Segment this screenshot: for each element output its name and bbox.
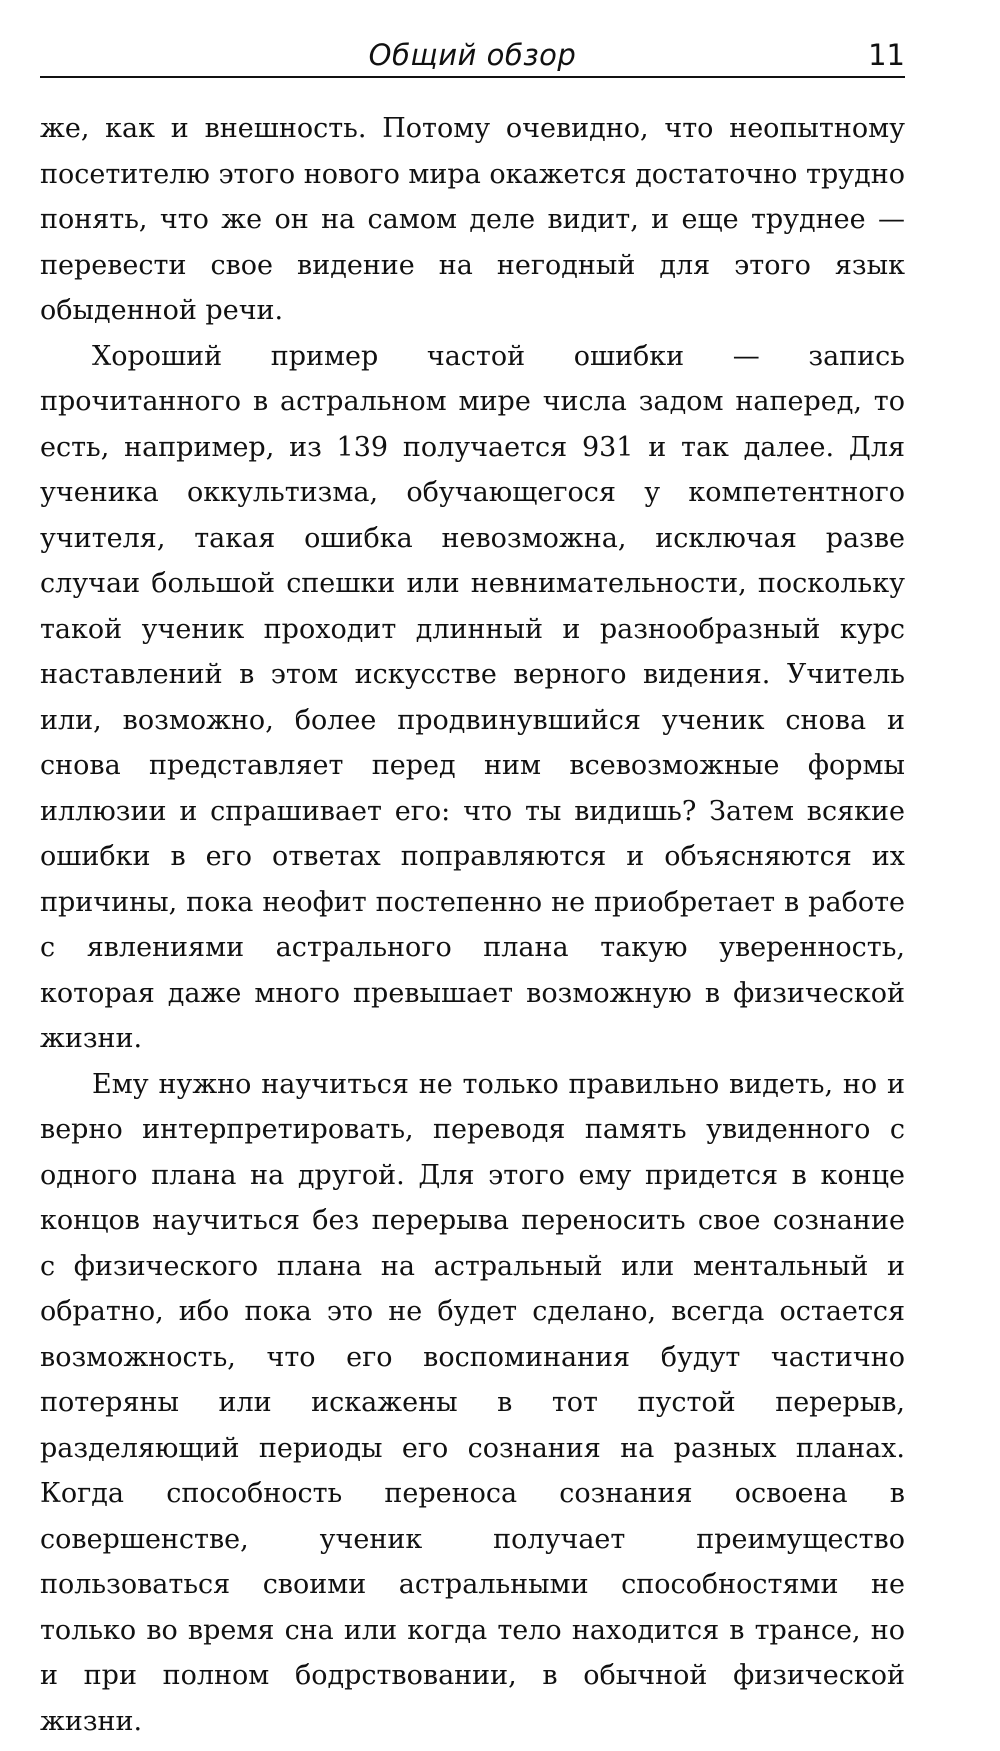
paragraph: Хороший пример частой ошибки — запись прочитанного в астральном мире числа задом наперед, то есть, например, из 139 получается 931 и так далее. Для ученика оккультизма, обучающегося у компетентного учителя, такая ошибка невозможна, исключая разве случаи большой спешки или невнимательности, поскольку такой ученик проходит длинный и разнообразный курс наставлений в этом искусстве верного видения. Учитель или, возможно, более продвинувшийся ученик снова и снова представляет перед ним всевозможные формы иллюзии и спрашивает его: что ты видишь? Затем всякие ошибки в его ответах поправляются и объясняются их причины, пока неофит постепенно не приобретает в работе с явлениями астрального плана такую уверенность, которая даже много превышает возможную в физической жизни. [40,340,905,1054]
paragraph-continued: же, как и внешность. Потому очевидно, что неопытному посетителю этого нового мира окажется достаточно трудно понять, что же он на самом деле видит, и еще труднее — перевести свое видение на негодный для этого язык обыденной речи. [40,113,906,326]
page-number: 11 [868,38,905,72]
paragraph: Ему нужно научиться не только правильно видеть, но и верно интерпретировать, переводя память увиденного с одного плана на другой. Для этого ему придется в конце концов научиться без перерыва переносить свое сознание с физического плана на астральный или ментальный и обратно, ибо пока это не будет сделано, всегда остается возможность, что его воспоминания будут частично потеряны или искажены в тот пустой перерыв, разделяющий периоды его сознания на разных планах. Когда способность переноса сознания освоена в совершенстве, ученик получает преимущество пользоваться своими астральными способностями не только во время сна или когда тело находится в трансе, но и при полном бодрствовании, в обычной физической жизни. [40,1068,905,1737]
chapter-title: Общий обзор [368,38,577,72]
body-text [40,106,905,1744]
running-head [40,32,905,80]
header-rule [40,76,905,78]
book-page [40,0,905,1751]
